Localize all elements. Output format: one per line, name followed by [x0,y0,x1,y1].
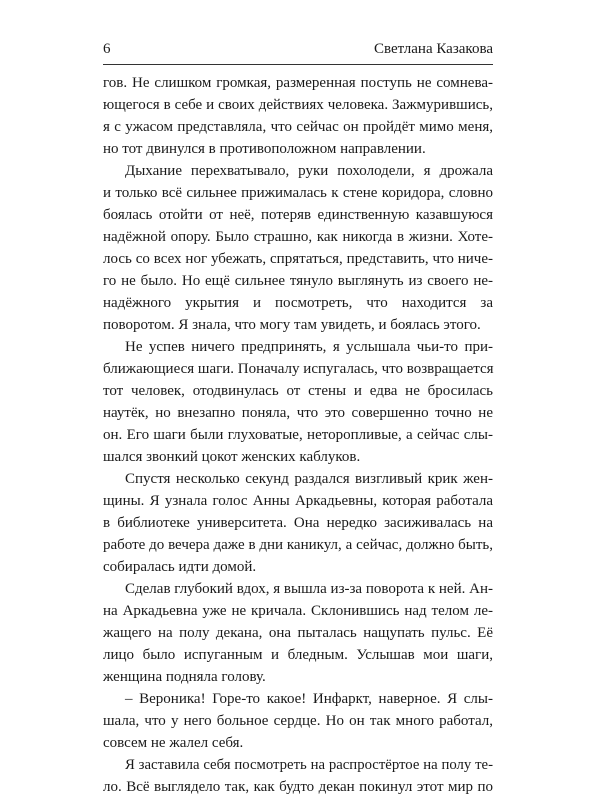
text-line: го не было. Но ещё сильнее тянуло выглянуть из своего не- [103,273,493,289]
running-title: Светлана Казакова [373,41,493,57]
page-number: 6 [103,41,111,57]
text-line: – Вероника! Горе-то какое! Инфаркт, наверное. Я слы- [125,691,493,707]
text-line: жащего на полу декана, она пыталась нащупать пульс. Её [103,625,493,641]
text-line: гов. Не слишком громкая, размеренная поступь не сомнева- [103,75,493,91]
text-line: надёжного укрытия и посмотреть, что находится за [103,295,493,311]
text-line: но тот двинулся в противоположном направлении. [103,141,426,157]
text-line: наутёк, но внезапно поняла, что это совершенно точно не [103,405,493,421]
text-line: ющегося в себе и своих действиях человека. Зажмурившись, [103,97,493,113]
text-line: Я заставила себя посмотреть на распростёртое на полу те- [125,757,493,773]
text-line: собиралась идти домой. [103,559,257,575]
text-line: шался звонкий цокот женских каблуков. [103,449,361,465]
text-line: ближающиеся шаги. Поначалу испугалась, что возвращается [103,361,494,377]
text-line: поворотом. Я знала, что могу там увидеть, и боялась этого. [103,317,481,333]
page-header [103,40,493,65]
text-line: он. Его шаги были глуховатые, неторопливые, а сейчас слы- [103,427,493,443]
text-line: боялась отойти от неё, потеряв единственную казавшуюся [103,207,493,223]
text-line: Спустя несколько секунд раздался визгливый крик жен- [125,471,493,487]
text-line: лицо было испуганным и бледным. Услышав мои шаги, [103,647,493,663]
text-line: щины. Я узнала голос Анны Аркадьевны, которая работала [103,493,493,509]
text-line: Дыхание перехватывало, руки похолодели, я дрожала [125,163,493,179]
body-text [103,72,493,798]
text-line: я с ужасом представляла, что сейчас он пройдёт мимо меня, [103,119,493,135]
text-line: совсем не жалел себя. [103,735,244,751]
text-line: надёжной опору. Было страшно, как никогда в жизни. Хоте- [103,229,493,245]
text-line: работе до вечера даже в дни каникул, а сейчас, должно быть, [103,537,493,553]
text-line: тот человек, отодвинулась от стены и едва не бросилась [103,383,493,399]
text-line: шала, что у него больное сердце. Но он так много работал, [103,713,493,729]
text-line: и только всё сильнее прижималась к стене коридора, словно [103,185,493,201]
text-line: Сделав глубокий вдох, я вышла из-за поворота к ней. Ан- [125,581,493,597]
text-line: Не успев ничего предпринять, я услышала чьи-то при- [125,339,493,355]
text-line: женщина подняла голову. [103,669,266,685]
text-line: на Аркадьевна уже не кричала. Склонившись над телом ле- [103,603,493,619]
text-line: лось со всех ног убежать, спрятаться, представить, что ниче- [103,251,493,267]
text-line: ло. Всё выглядело так, как будто декан покинул этот мир по [103,779,493,795]
text-line: в библиотеке университета. Она нередко засиживалась на [103,515,493,531]
